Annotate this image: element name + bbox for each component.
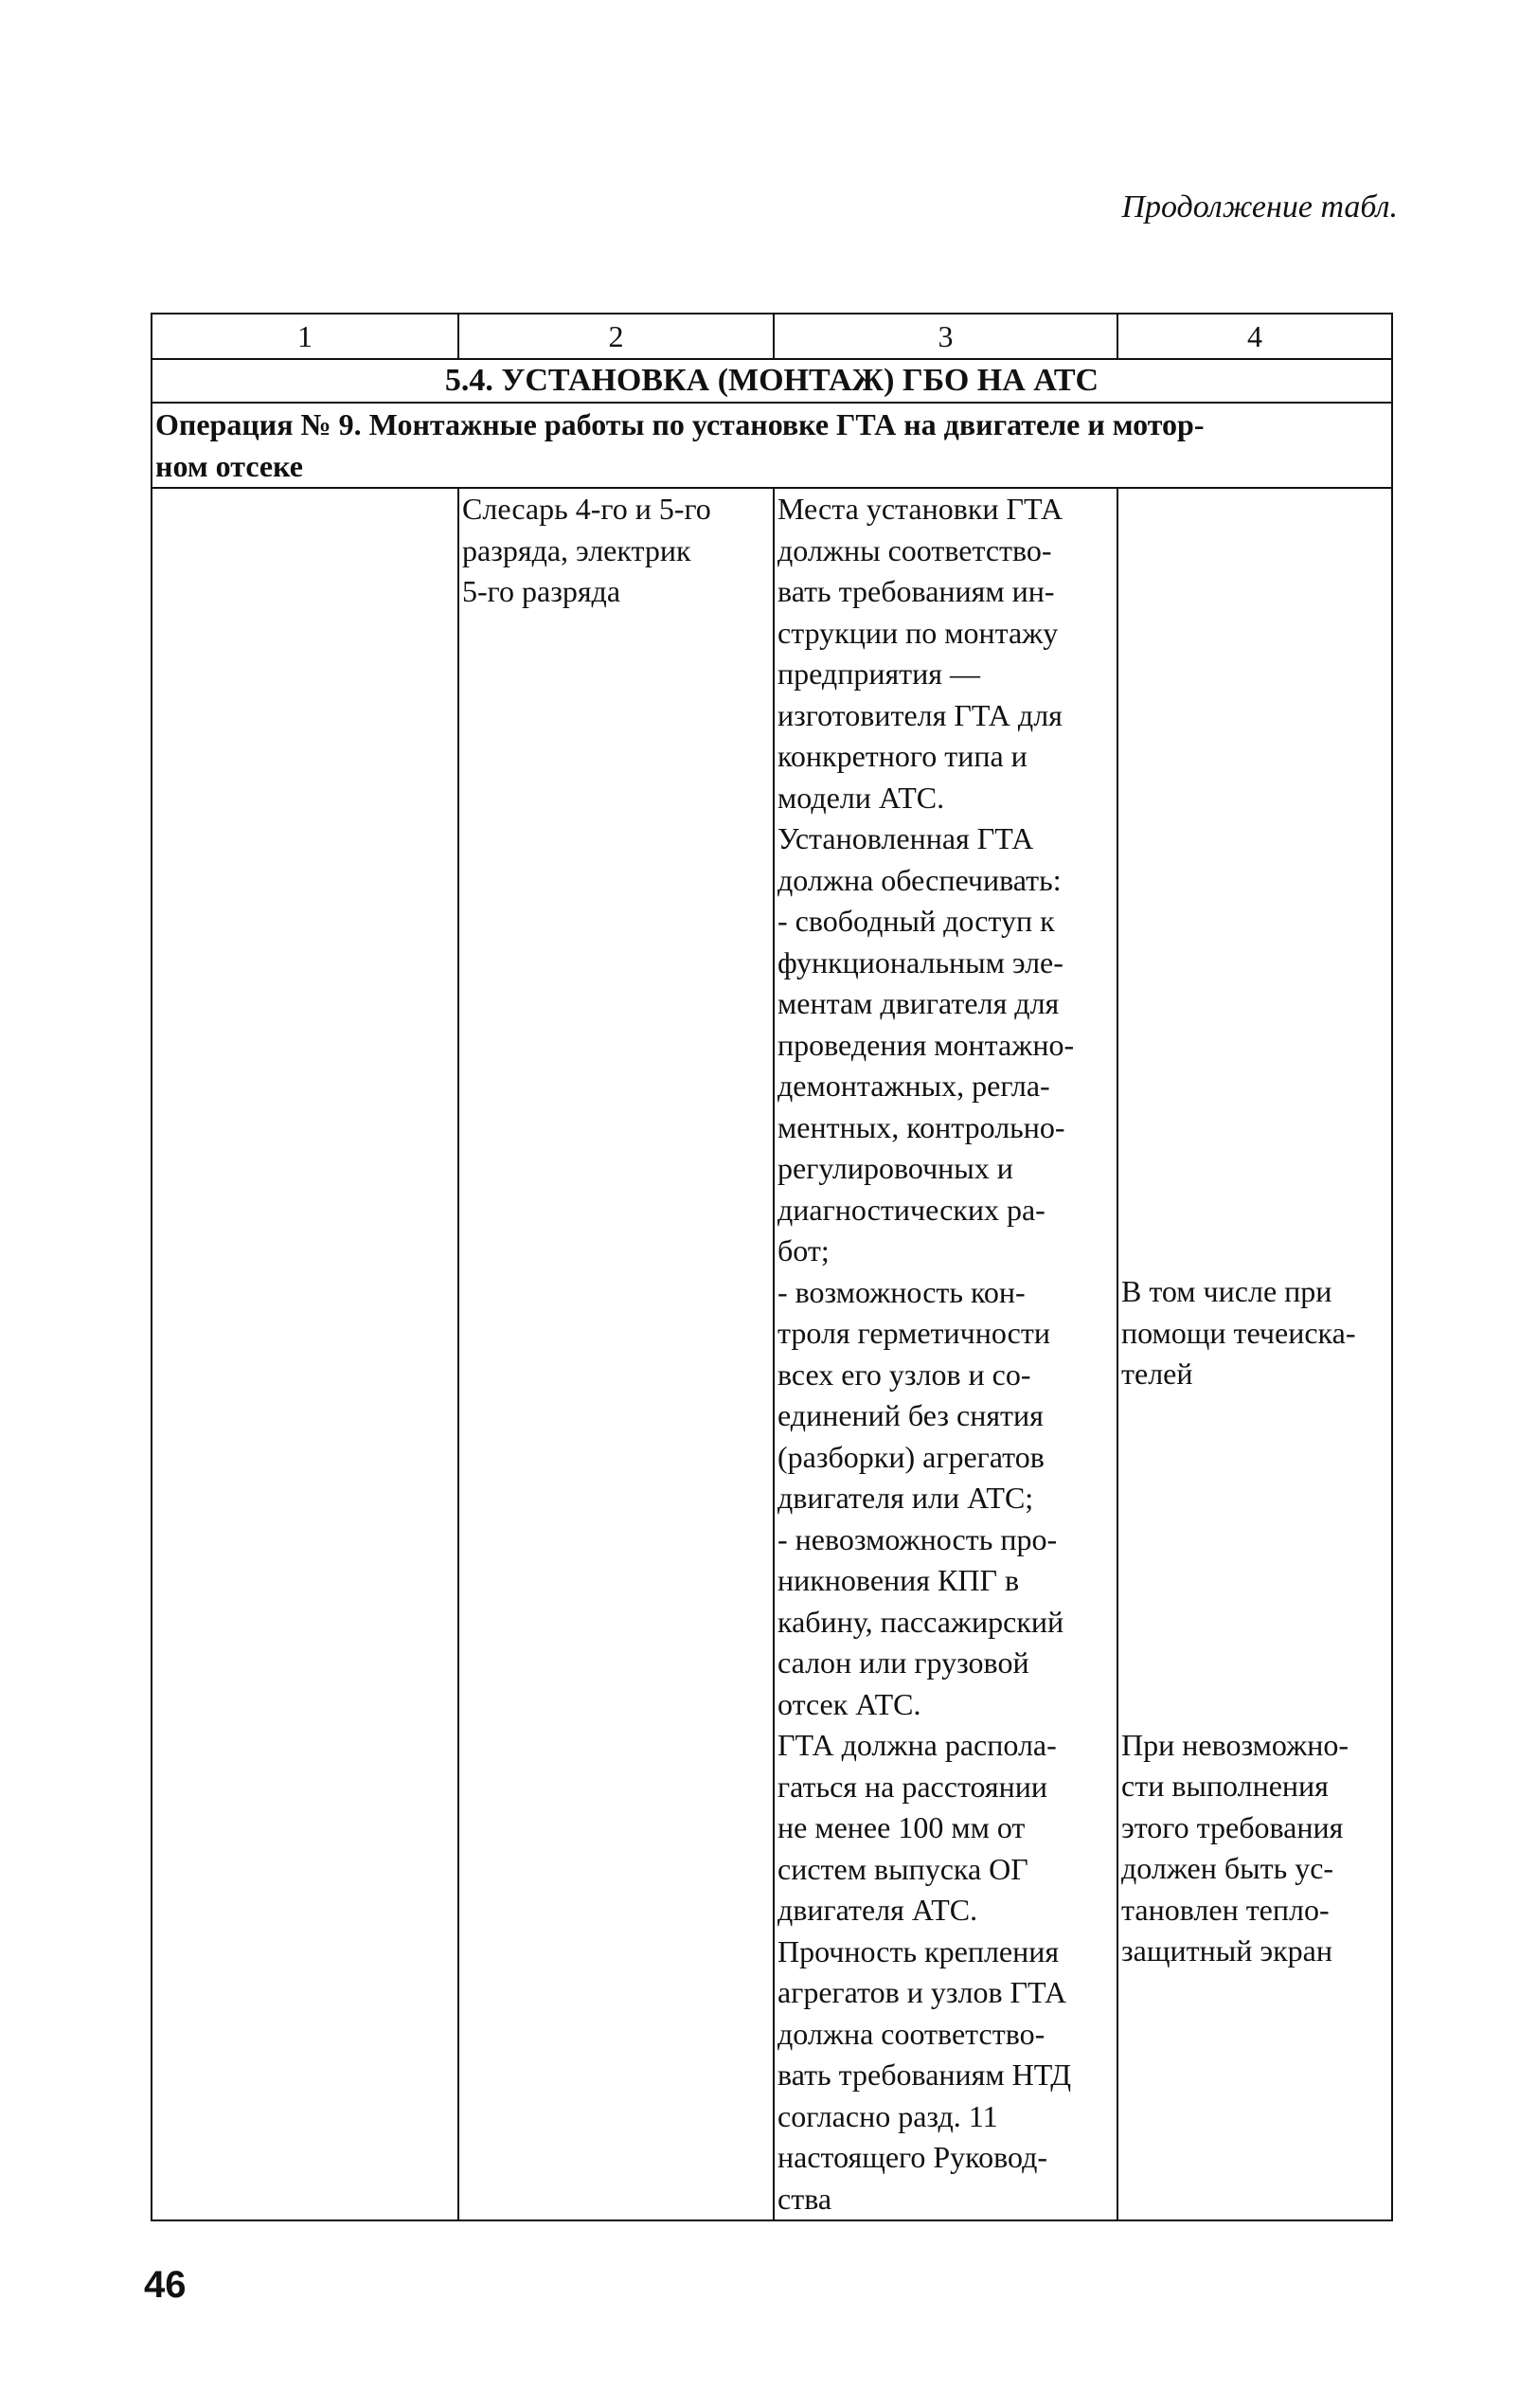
cell-col2: [458, 488, 774, 2220]
requirement-line: вать требованиям НТД: [777, 2058, 1072, 2092]
requirement-line: согласно разд. 11: [777, 2098, 998, 2133]
requirement-line: (разборки) агрегатов: [777, 1439, 1045, 1474]
page-number: 46: [144, 2264, 187, 2306]
note-spacer: [1121, 1395, 1388, 1725]
operation-title: [152, 403, 1392, 488]
requirement-line: всех его узлов и со-: [777, 1357, 1031, 1392]
content-row: [152, 488, 1392, 2220]
section-title: 5.4. УСТАНОВКА (МОНТАЖ) ГБО НА АТС: [152, 359, 1392, 403]
note-line: должен быть ус-: [1121, 1851, 1334, 1885]
note-line: сти выполнения: [1121, 1769, 1329, 1803]
column-number-1: 1: [152, 314, 458, 359]
table-continuation-note: Продолжение табл.: [1121, 189, 1398, 225]
operation-line: Операция № 9. Монтажные работы по установке ГТА на двигателе и мотор-: [155, 407, 1205, 441]
cell-col4-notes: [1117, 488, 1392, 2220]
requirement-line: изготовителя ГТА для: [777, 697, 1063, 732]
requirement-line: ментам двигателя для: [777, 986, 1060, 1020]
requirement-line: ГТА должна распола-: [777, 1728, 1057, 1762]
requirement-line: двигателя АТС.: [777, 1893, 978, 1927]
requirement-line: - свободный доступ к: [777, 904, 1055, 938]
requirement-line: - возможность кон-: [777, 1274, 1026, 1309]
requirement-line: систем выпуска ОГ: [777, 1851, 1028, 1886]
performer-line: Слесарь 4-го и 5-го: [462, 492, 711, 526]
requirement-line: модели АТС.: [777, 780, 945, 815]
section-title-row: [152, 359, 1392, 403]
operation-line: ном отсеке: [155, 449, 303, 483]
note-line: В том числе при: [1121, 1274, 1332, 1308]
requirement-line: регулировочных и: [777, 1151, 1013, 1185]
cell-col3-requirements: [774, 488, 1117, 2220]
requirement-line: функциональным эле-: [777, 944, 1063, 979]
operation-row: [152, 403, 1392, 488]
cell-col1: [152, 488, 458, 2220]
requirements-table: [151, 313, 1393, 2221]
requirement-line: агрегатов и узлов ГТА: [777, 1975, 1067, 2009]
requirement-line: должна соответство-: [777, 2016, 1045, 2051]
note-line: телей: [1121, 1357, 1193, 1391]
requirement-line: должна обеспечивать:: [777, 862, 1062, 897]
performer-line: 5-го разряда: [462, 574, 621, 608]
requirement-line: единений без снятия: [777, 1398, 1044, 1432]
column-number-row: [152, 314, 1392, 359]
requirement-line: не менее 100 мм от: [777, 1810, 1026, 1844]
requirement-line: салон или грузовой: [777, 1645, 1029, 1680]
requirement-line: диагностических ра-: [777, 1192, 1045, 1227]
requirement-line: кабину, пассажирский: [777, 1604, 1064, 1639]
requirement-line: конкретного типа и: [777, 739, 1028, 773]
requirement-line: должны соответство-: [777, 532, 1052, 567]
requirement-line: демонтажных, регла-: [777, 1069, 1050, 1103]
requirement-line: никновения КПГ в: [777, 1563, 1020, 1597]
requirement-line: ментных, контрольно-: [777, 1109, 1065, 1144]
requirement-line: троля герметичности: [777, 1316, 1050, 1350]
requirement-line: Установленная ГТА: [777, 821, 1034, 855]
requirement-line: - невозможность про-: [777, 1521, 1058, 1556]
performer-line: разряда, электрик: [462, 532, 691, 567]
requirement-line: проведения монтажно-: [777, 1027, 1075, 1062]
requirement-line: предприятия —: [777, 656, 980, 691]
note-line: помощи течеиска-: [1121, 1315, 1356, 1350]
note-line: При невозможно-: [1121, 1727, 1349, 1762]
column-number-2: 2: [458, 314, 774, 359]
requirement-line: двигателя или АТС;: [777, 1481, 1034, 1515]
note-leak-detectors: [1121, 1271, 1388, 1395]
requirement-line: бот;: [777, 1233, 830, 1267]
column-number-3: 3: [774, 314, 1117, 359]
note-line: защитный экран: [1121, 1933, 1332, 1968]
requirement-line: струкции по монтажу: [777, 615, 1059, 650]
requirement-line: ства: [777, 2181, 832, 2216]
requirement-line: гаться на расстоянии: [777, 1769, 1047, 1804]
requirement-line: Прочность крепления: [777, 1933, 1060, 1968]
note-line: этого требования: [1121, 1809, 1344, 1844]
note-heat-shield: [1121, 1725, 1388, 1972]
requirement-line: отсек АТС.: [777, 1686, 921, 1721]
column-number-4: 4: [1117, 314, 1392, 359]
note-spacer: [1121, 489, 1388, 1271]
requirement-line: настоящего Руковод-: [777, 2140, 1047, 2174]
requirement-line: вать требованиям ин-: [777, 574, 1055, 608]
requirement-line: Места установки ГТА: [777, 492, 1063, 526]
note-line: тановлен тепло-: [1121, 1892, 1330, 1927]
